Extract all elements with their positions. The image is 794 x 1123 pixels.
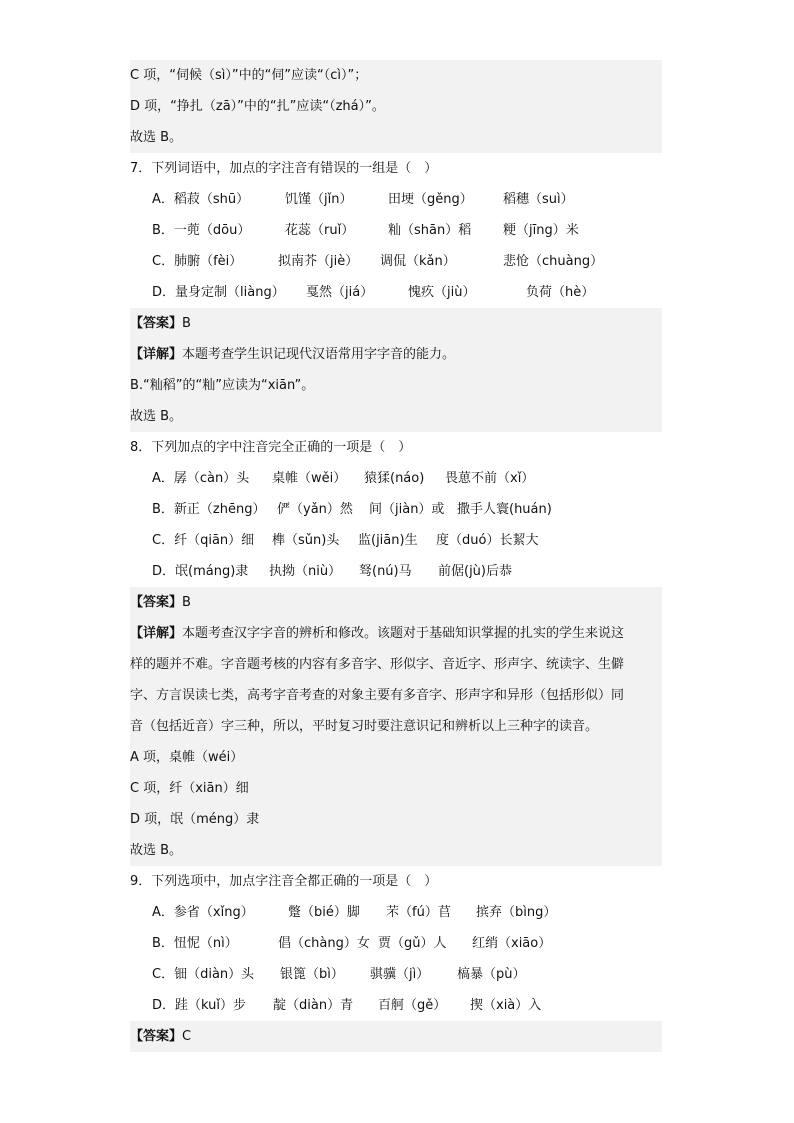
detail-8-line-c: C 项，纤（xiān）细 [130,773,662,804]
answer-8: 【答案】B [130,587,662,618]
detail-8-para-line-2: 样的题并不难。字音题考核的内容有多音字、形似字、音近字、形声字、统读字、生僻 [130,649,662,680]
question-8-option-b: B．新正（zhēng） 俨（yǎn）然 间（jiàn）或 撒手人寰(huán) [152,502,552,517]
explanation-line-c: C 项，“伺候（sì）”中的“伺”应读“（cì）”； [130,60,662,91]
detail-7-line-2: B.“籼稻”的“籼”应读为“xiān”。 [130,370,662,401]
question-9-option-b: B．忸怩（nì） 倡（chàng）女 贾（gǔ）人 红绡（xiāo） [152,936,552,951]
question-7-option-c: C．肺腑（fèi） 拟南芥（jiè） 调侃（kǎn） 悲怆（chuàng） [152,254,604,269]
detail-7: 【详解】本题考查学生识记现代汉语常用字字音的能力。 [130,339,662,370]
question-8-stem: 8．下列加点的字中注音完全正确的一项是（ ） [130,440,412,455]
question-9-stem: 9．下列选项中，加点字注音全都正确的一项是（ ） [130,874,438,889]
question-7-option-b: B．一蔸（dōu） 花蕊（ruǐ） 籼（shān）稻 粳（jīng）米 [152,223,579,238]
explanation-line-d: D 项，“挣扎（zā）”中的“扎”应读“（zhá）”。 [130,91,662,122]
detail-8-para-line-1: 【详解】本题考查汉字字音的辨析和修改。该题对于基础知识掌握的扎实的学生来说这 [130,618,662,649]
question-9-option-a: A．参省（xǐng） 蹩（bié）脚 芣（fú）苢 摈弃（bìng） [152,905,557,920]
detail-8-para-line-3: 字、方言误读七类，高考字音考查的对象主要有多音字、形声字和异形（包括形似）同 [130,680,662,711]
detail-7-line-3: 故选 B。 [130,401,662,432]
question-7-option-a: A．稻菽（shū） 饥馑（jǐn） 田埂（gěng） 稻穗（suì） [152,192,574,207]
answer-conclusion: 故选 B。 [130,122,662,153]
question-7-option-d: D．量身定制（liàng） 戛然（jiá） 愧疚（jiù） 负荷（hè） [152,285,595,300]
answer-7: 【答案】B [130,308,662,339]
detail-8-line-a: A 项，桌帷（wéi） [130,742,662,773]
question-7-stem: 7．下列词语中，加点的字注音有错误的一组是（ ） [130,161,438,176]
question-9-option-c: C．钿（diàn）头 银篦（bì） 骐骥（jì） 槁暴（pù） [152,967,526,982]
detail-8-line-d: D 项，氓（méng）隶 [130,804,662,835]
detail-8-para-line-4: 音（包括近音）字三种，所以，平时复习时要注意识记和辨析以上三种字的读音。 [130,711,662,742]
question-8-option-a: A．孱（càn）头 桌帷（wěi） 猿猱(náo) 畏葸不前（xǐ） [152,471,535,486]
question-8-option-d: D．氓(máng)隶 执拗（niù） 驽(nú)马 前倨(jù)后恭 [152,564,512,579]
detail-8-conclusion: 故选 B。 [130,835,662,866]
answer-9: 【答案】C [130,1021,662,1052]
question-8-option-c: C．纤（qiān）细 榫（sǔn)头 监(jiān)生 度（duó）长絜大 [152,533,539,548]
question-9-option-d: D．跬（kuǐ）步 靛（diàn）青 百舸（gě） 揳（xià）入 [152,998,542,1013]
